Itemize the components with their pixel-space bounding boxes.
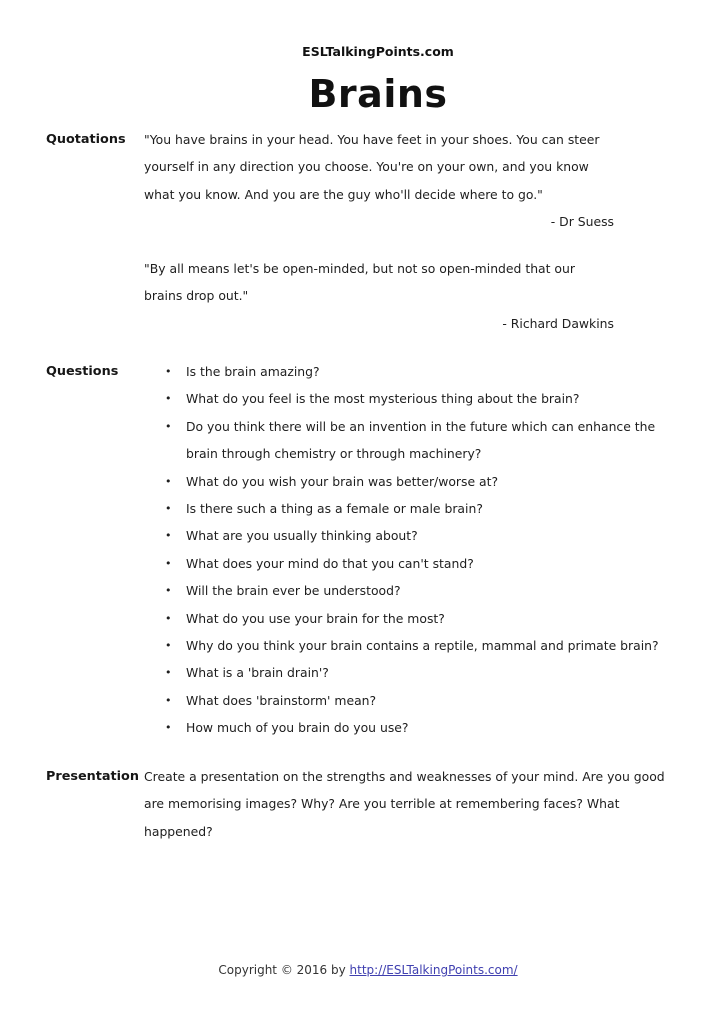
question-text: [186, 468, 498, 495]
presentation-line: are memorising images? Why? Are you terrible at remembering faces? What: [144, 796, 620, 812]
quote-line: "You have brains in your head. You have feet in your shoes. You can steer: [144, 132, 600, 147]
question-text: [186, 605, 445, 632]
question-line: Is there such a thing as a female or male brain?: [186, 501, 483, 517]
presentation-line: Create a presentation on the strengths and weaknesses of your mind. Are you good: [144, 769, 665, 784]
bullet-icon: •: [165, 639, 172, 653]
quote-block-1: [144, 126, 614, 236]
bullet-icon: •: [165, 584, 172, 598]
question-item: [165, 577, 659, 604]
bullet-icon: •: [165, 721, 172, 735]
site-name: ESLTalkingPoints.com: [302, 44, 454, 59]
question-text: [186, 522, 418, 549]
question-item: [165, 468, 659, 495]
question-text: [186, 495, 483, 522]
question-item: [165, 605, 659, 632]
questions-list: [165, 358, 659, 742]
question-item: [165, 714, 659, 741]
question-text: [186, 385, 580, 412]
bullet-icon: •: [165, 474, 172, 488]
question-item: [165, 495, 659, 522]
question-line: How much of you brain do you use?: [186, 720, 409, 736]
question-text: [186, 659, 329, 686]
question-text: [186, 632, 659, 659]
question-line: What do you feel is the most mysterious thing about the brain?: [186, 391, 580, 407]
question-item: [165, 550, 659, 577]
question-item: [165, 413, 659, 468]
question-line: What do you wish your brain was better/worse at?: [186, 473, 499, 489]
question-line: What do you use your brain for the most?: [186, 610, 445, 626]
bullet-icon: •: [165, 693, 172, 707]
question-line: What does 'brainstorm' mean?: [186, 692, 377, 708]
question-text: [186, 358, 320, 385]
question-item: [165, 522, 659, 549]
quote-line: brains drop out.": [144, 288, 249, 304]
page-title: Brains: [308, 72, 448, 116]
bullet-icon: •: [165, 419, 172, 433]
quote-line: yourself in any direction you choose. You're on your own, and you know: [144, 159, 589, 175]
quote-line: "By all means let's be open-minded, but not so open-minded that our: [144, 261, 575, 276]
question-text: [186, 687, 376, 714]
presentation-line: happened?: [144, 823, 213, 839]
bullet-icon: •: [165, 502, 172, 516]
bullet-icon: •: [165, 529, 172, 543]
question-line: What does your mind do that you can't stand?: [186, 555, 474, 571]
quote-author: - Richard Dawkins: [502, 315, 614, 331]
bullet-icon: •: [165, 611, 172, 625]
question-text: [186, 714, 408, 741]
question-line: What are you usually thinking about?: [186, 528, 418, 544]
question-line: Why do you think your brain contains a reptile, mammal and primate brain?: [186, 638, 659, 654]
bullet-icon: •: [165, 556, 172, 570]
question-line: Do you think there will be an invention in the future which can enhance the: [186, 418, 656, 434]
question-line: Will the brain ever be understood?: [186, 583, 401, 599]
question-line: What is a 'brain drain'?: [186, 665, 329, 681]
question-item: [165, 385, 659, 412]
question-line: Is the brain amazing?: [186, 364, 320, 379]
section-label-quotations: Quotations: [46, 132, 126, 147]
question-text: [186, 550, 474, 577]
quote-block-2: [144, 255, 614, 337]
quote-author: - Dr Suess: [550, 214, 614, 230]
copyright-text: Copyright © 2016 by: [218, 963, 350, 977]
question-line: brain through chemistry or through machinery?: [186, 446, 482, 462]
question-item: [165, 632, 659, 659]
question-item: [165, 358, 659, 385]
section-label-presentation: Presentation: [46, 769, 139, 784]
bullet-icon: •: [165, 392, 172, 406]
question-item: [165, 659, 659, 686]
footer-link[interactable]: http://ESLTalkingPoints.com/: [349, 963, 518, 977]
bullet-icon: •: [165, 666, 172, 680]
question-text: [186, 577, 401, 604]
bullet-icon: •: [165, 365, 172, 378]
section-label-questions: Questions: [46, 364, 119, 379]
footer: [0, 961, 724, 979]
quote-line: what you know. And you are the guy who'll decide where to go.": [144, 186, 543, 202]
question-item: [165, 687, 659, 714]
question-text: [186, 413, 655, 468]
presentation-text: [144, 763, 665, 845]
